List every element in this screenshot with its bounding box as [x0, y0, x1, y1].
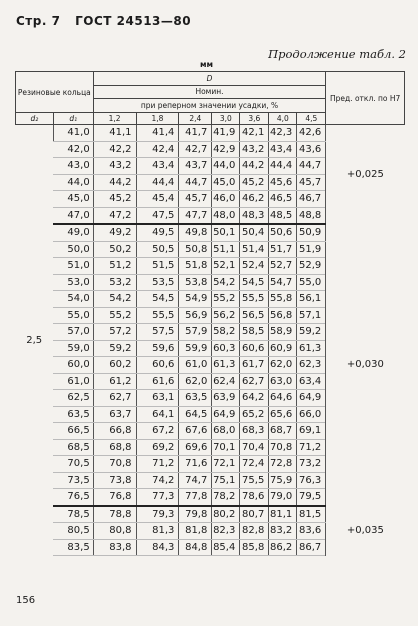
D-cell: 43,2: [93, 158, 136, 175]
D-cell: 64,6: [269, 390, 297, 407]
D-cell: 50,5: [136, 241, 179, 258]
D-cell: 62,4: [212, 373, 240, 390]
D-cell: 44,2: [240, 158, 269, 175]
D-cell: 50,9: [297, 224, 326, 241]
d1-cell: 51,0: [53, 258, 93, 275]
d1-cell: 61,0: [53, 373, 93, 390]
D-cell: 42,7: [179, 141, 212, 158]
D-cell: 56,8: [269, 307, 297, 324]
D-cell: 45,7: [179, 191, 212, 208]
D-cell: 55,0: [297, 274, 326, 291]
D-cell: 52,4: [240, 258, 269, 275]
D-cell: 45,7: [297, 174, 326, 191]
D-cell: 47,7: [179, 207, 212, 224]
D-cell: 59,2: [297, 324, 326, 341]
D-cell: 81,5: [297, 506, 326, 523]
D-cell: 70,4: [240, 439, 269, 456]
page-header: [16, 14, 201, 28]
D-cell: 86,2: [269, 539, 297, 556]
D-cell: 64,9: [212, 406, 240, 423]
d1-cell: 49,0: [53, 224, 93, 241]
d1-cell: 76,5: [53, 489, 93, 506]
D-cell: 49,5: [136, 224, 179, 241]
D-cell: 55,2: [93, 307, 136, 324]
D-cell: 82,3: [212, 523, 240, 540]
D-cell: 81,1: [269, 506, 297, 523]
D-cell: 43,4: [136, 158, 179, 175]
D-cell: 60,6: [136, 357, 179, 374]
D-cell: 50,1: [212, 224, 240, 241]
D-cell: 53,8: [179, 274, 212, 291]
table-body: [16, 125, 405, 556]
D-cell: 69,2: [136, 439, 179, 456]
D-cell: 62,3: [297, 357, 326, 374]
D-cell: 62,0: [269, 357, 297, 374]
D-cell: 55,2: [212, 291, 240, 308]
D-cell: 42,1: [240, 125, 269, 142]
D-cell: 54,5: [136, 291, 179, 308]
unit-label: мм: [200, 60, 214, 69]
D-cell: 51,2: [93, 258, 136, 275]
D-cell: 56,9: [179, 307, 212, 324]
shrink-value-header: 2,4: [179, 113, 212, 125]
D-cell: 46,0: [212, 191, 240, 208]
nominal-header: Номин.: [93, 85, 326, 99]
D-cell: 57,5: [136, 324, 179, 341]
D-cell: 63,7: [93, 406, 136, 423]
D-cell: 66,8: [93, 423, 136, 440]
D-cell: 70,1: [212, 439, 240, 456]
D-cell: 46,2: [240, 191, 269, 208]
D-cell: 80,7: [240, 506, 269, 523]
dimensions-table: [15, 71, 405, 556]
D-cell: 42,9: [212, 141, 240, 158]
d1-cell: 66,5: [53, 423, 93, 440]
d1-cell: 73,5: [53, 472, 93, 489]
d1-cell: 70,5: [53, 456, 93, 473]
d1-cell: 50,0: [53, 241, 93, 258]
page-number: 156: [16, 595, 36, 606]
D-cell: 43,7: [179, 158, 212, 175]
D-cell: 75,5: [240, 472, 269, 489]
D-cell: 56,1: [297, 291, 326, 308]
d2-value: 2,5: [26, 334, 43, 346]
D-cell: 63,4: [297, 373, 326, 390]
D-cell: 73,2: [297, 456, 326, 473]
D-header: D: [93, 72, 326, 86]
D-cell: 61,7: [240, 357, 269, 374]
D-cell: 51,1: [212, 241, 240, 258]
D-cell: 64,9: [297, 390, 326, 407]
D-cell: 60,2: [93, 357, 136, 374]
D-cell: 50,2: [93, 241, 136, 258]
D-cell: 48,0: [212, 207, 240, 224]
D-cell: 62,0: [179, 373, 212, 390]
D-cell: 74,7: [179, 472, 212, 489]
d1-cell: 54,0: [53, 291, 93, 308]
D-cell: 82,8: [240, 523, 269, 540]
D-cell: 44,4: [269, 158, 297, 175]
table-row: [16, 506, 405, 523]
table-row: [16, 125, 405, 142]
shrink-value-header: 1,8: [136, 113, 179, 125]
D-cell: 63,5: [179, 390, 212, 407]
D-cell: 63,1: [136, 390, 179, 407]
D-cell: 49,8: [179, 224, 212, 241]
D-cell: 58,9: [269, 324, 297, 341]
D-cell: 60,6: [240, 340, 269, 357]
tolerance-value: +0,025: [326, 125, 405, 225]
D-cell: 43,6: [297, 141, 326, 158]
D-cell: 49,2: [93, 224, 136, 241]
D-cell: 56,2: [212, 307, 240, 324]
D-cell: 51,5: [136, 258, 179, 275]
d1-header: d₁: [53, 113, 93, 125]
D-cell: 45,6: [269, 174, 297, 191]
D-cell: 76,3: [297, 472, 326, 489]
D-cell: 53,5: [136, 274, 179, 291]
d1-cell: 47,0: [53, 207, 93, 224]
D-cell: 60,9: [269, 340, 297, 357]
D-cell: 51,8: [179, 258, 212, 275]
D-cell: 47,5: [136, 207, 179, 224]
D-cell: 73,8: [93, 472, 136, 489]
D-cell: 71,2: [297, 439, 326, 456]
tolerance-value: +0,030: [326, 224, 405, 506]
D-cell: 46,5: [269, 191, 297, 208]
D-cell: 44,7: [179, 174, 212, 191]
D-cell: 78,6: [240, 489, 269, 506]
d1-cell: 43,0: [53, 158, 93, 175]
D-cell: 51,9: [297, 241, 326, 258]
d1-cell: 57,0: [53, 324, 93, 341]
D-cell: 63,9: [212, 390, 240, 407]
D-cell: 67,2: [136, 423, 179, 440]
D-cell: 78,2: [212, 489, 240, 506]
D-cell: 71,6: [179, 456, 212, 473]
D-cell: 44,7: [297, 158, 326, 175]
D-cell: 80,2: [212, 506, 240, 523]
d1-cell: 59,0: [53, 340, 93, 357]
D-cell: 59,2: [93, 340, 136, 357]
D-cell: 63,0: [269, 373, 297, 390]
D-cell: 55,5: [240, 291, 269, 308]
D-cell: 41,1: [93, 125, 136, 142]
D-cell: 45,2: [93, 191, 136, 208]
d1-cell: 63,5: [53, 406, 93, 423]
shrink-value-header: 3,6: [240, 113, 269, 125]
D-cell: 41,4: [136, 125, 179, 142]
table-row: [16, 224, 405, 241]
D-cell: 81,3: [136, 523, 179, 540]
D-cell: 60,3: [212, 340, 240, 357]
d1-cell: 80,5: [53, 523, 93, 540]
D-cell: 57,9: [179, 324, 212, 341]
d1-cell: 41,0: [53, 125, 93, 142]
D-cell: 85,4: [212, 539, 240, 556]
D-cell: 52,7: [269, 258, 297, 275]
shrink-value-header: 1,2: [93, 113, 136, 125]
D-cell: 79,5: [297, 489, 326, 506]
D-cell: 59,6: [136, 340, 179, 357]
D-cell: 58,5: [240, 324, 269, 341]
d1-cell: 83,5: [53, 539, 93, 556]
D-cell: 44,4: [136, 174, 179, 191]
D-cell: 75,9: [269, 472, 297, 489]
D-cell: 79,8: [179, 506, 212, 523]
D-cell: 42,2: [93, 141, 136, 158]
D-cell: 48,8: [297, 207, 326, 224]
D-cell: 61,3: [297, 340, 326, 357]
D-cell: 61,2: [93, 373, 136, 390]
D-cell: 54,5: [240, 274, 269, 291]
D-cell: 68,0: [212, 423, 240, 440]
d1-cell: 62,5: [53, 390, 93, 407]
D-cell: 84,8: [179, 539, 212, 556]
D-cell: 78,8: [93, 506, 136, 523]
D-cell: 42,3: [269, 125, 297, 142]
D-cell: 67,6: [179, 423, 212, 440]
D-cell: 70,8: [269, 439, 297, 456]
D-cell: 62,7: [93, 390, 136, 407]
D-cell: 53,2: [93, 274, 136, 291]
D-cell: 71,2: [136, 456, 179, 473]
D-cell: 55,5: [136, 307, 179, 324]
D-cell: 68,3: [240, 423, 269, 440]
D-cell: 42,4: [136, 141, 179, 158]
D-cell: 83,6: [297, 523, 326, 540]
D-cell: 46,7: [297, 191, 326, 208]
D-cell: 79,0: [269, 489, 297, 506]
shrink-header: при реперном значении усадки, %: [93, 99, 326, 113]
D-cell: 51,4: [240, 241, 269, 258]
D-cell: 54,9: [179, 291, 212, 308]
shrink-value-header: 4,0: [269, 113, 297, 125]
D-cell: 45,4: [136, 191, 179, 208]
D-cell: 70,8: [93, 456, 136, 473]
D-cell: 41,9: [212, 125, 240, 142]
D-cell: 77,8: [179, 489, 212, 506]
D-cell: 52,1: [212, 258, 240, 275]
D-cell: 51,7: [269, 241, 297, 258]
D-cell: 62,7: [240, 373, 269, 390]
D-cell: 45,2: [240, 174, 269, 191]
D-cell: 64,5: [179, 406, 212, 423]
D-cell: 48,3: [240, 207, 269, 224]
D-cell: 54,2: [212, 274, 240, 291]
d1-cell: 60,0: [53, 357, 93, 374]
D-cell: 79,3: [136, 506, 179, 523]
d1-cell: 68,5: [53, 439, 93, 456]
d1-cell: 45,0: [53, 191, 93, 208]
D-cell: 54,7: [269, 274, 297, 291]
ring-header: Резиновые кольца: [16, 72, 94, 113]
D-cell: 64,1: [136, 406, 179, 423]
D-cell: 77,3: [136, 489, 179, 506]
D-cell: 50,4: [240, 224, 269, 241]
D-cell: 68,8: [93, 439, 136, 456]
D-cell: 50,6: [269, 224, 297, 241]
D-cell: 61,6: [136, 373, 179, 390]
D-cell: 44,2: [93, 174, 136, 191]
D-cell: 72,8: [269, 456, 297, 473]
page-label: Стр. 7: [16, 14, 61, 28]
tolerance-value: +0,035: [326, 506, 405, 556]
D-cell: 65,2: [240, 406, 269, 423]
D-cell: 86,7: [297, 539, 326, 556]
D-cell: 83,2: [269, 523, 297, 540]
D-cell: 74,2: [136, 472, 179, 489]
D-cell: 47,2: [93, 207, 136, 224]
D-cell: 84,3: [136, 539, 179, 556]
D-cell: 43,4: [269, 141, 297, 158]
D-cell: 85,8: [240, 539, 269, 556]
D-cell: 68,7: [269, 423, 297, 440]
D-cell: 69,1: [297, 423, 326, 440]
D-cell: 58,2: [212, 324, 240, 341]
D-cell: 75,1: [212, 472, 240, 489]
D-cell: 45,0: [212, 174, 240, 191]
D-cell: 44,0: [212, 158, 240, 175]
D-cell: 57,2: [93, 324, 136, 341]
D-cell: 48,5: [269, 207, 297, 224]
d1-cell: 42,0: [53, 141, 93, 158]
D-cell: 54,2: [93, 291, 136, 308]
continuation-caption: Продолжение табл. 2: [268, 47, 406, 61]
D-cell: 76,8: [93, 489, 136, 506]
D-cell: 42,6: [297, 125, 326, 142]
shrink-value-header: 4,5: [297, 113, 326, 125]
D-cell: 72,4: [240, 456, 269, 473]
D-cell: 41,7: [179, 125, 212, 142]
D-cell: 80,8: [93, 523, 136, 540]
D-cell: 57,1: [297, 307, 326, 324]
D-cell: 64,2: [240, 390, 269, 407]
D-cell: 61,3: [212, 357, 240, 374]
D-cell: 50,8: [179, 241, 212, 258]
D-cell: 52,9: [297, 258, 326, 275]
d2-header: d₂: [16, 113, 54, 125]
D-cell: 56,5: [240, 307, 269, 324]
d1-cell: 78,5: [53, 506, 93, 523]
standard-label: ГОСТ 24513—80: [75, 14, 192, 28]
D-cell: 69,6: [179, 439, 212, 456]
tolerance-header: Пред. откл. по Н7: [326, 72, 405, 125]
D-cell: 83,8: [93, 539, 136, 556]
D-cell: 43,2: [240, 141, 269, 158]
D-cell: 66,0: [297, 406, 326, 423]
d1-cell: 53,0: [53, 274, 93, 291]
D-cell: 55,8: [269, 291, 297, 308]
D-cell: 72,1: [212, 456, 240, 473]
D-cell: 65,6: [269, 406, 297, 423]
D-cell: 61,0: [179, 357, 212, 374]
d1-cell: 55,0: [53, 307, 93, 324]
D-cell: 81,8: [179, 523, 212, 540]
d1-cell: 44,0: [53, 174, 93, 191]
shrink-value-header: 3,0: [212, 113, 240, 125]
D-cell: 59,9: [179, 340, 212, 357]
